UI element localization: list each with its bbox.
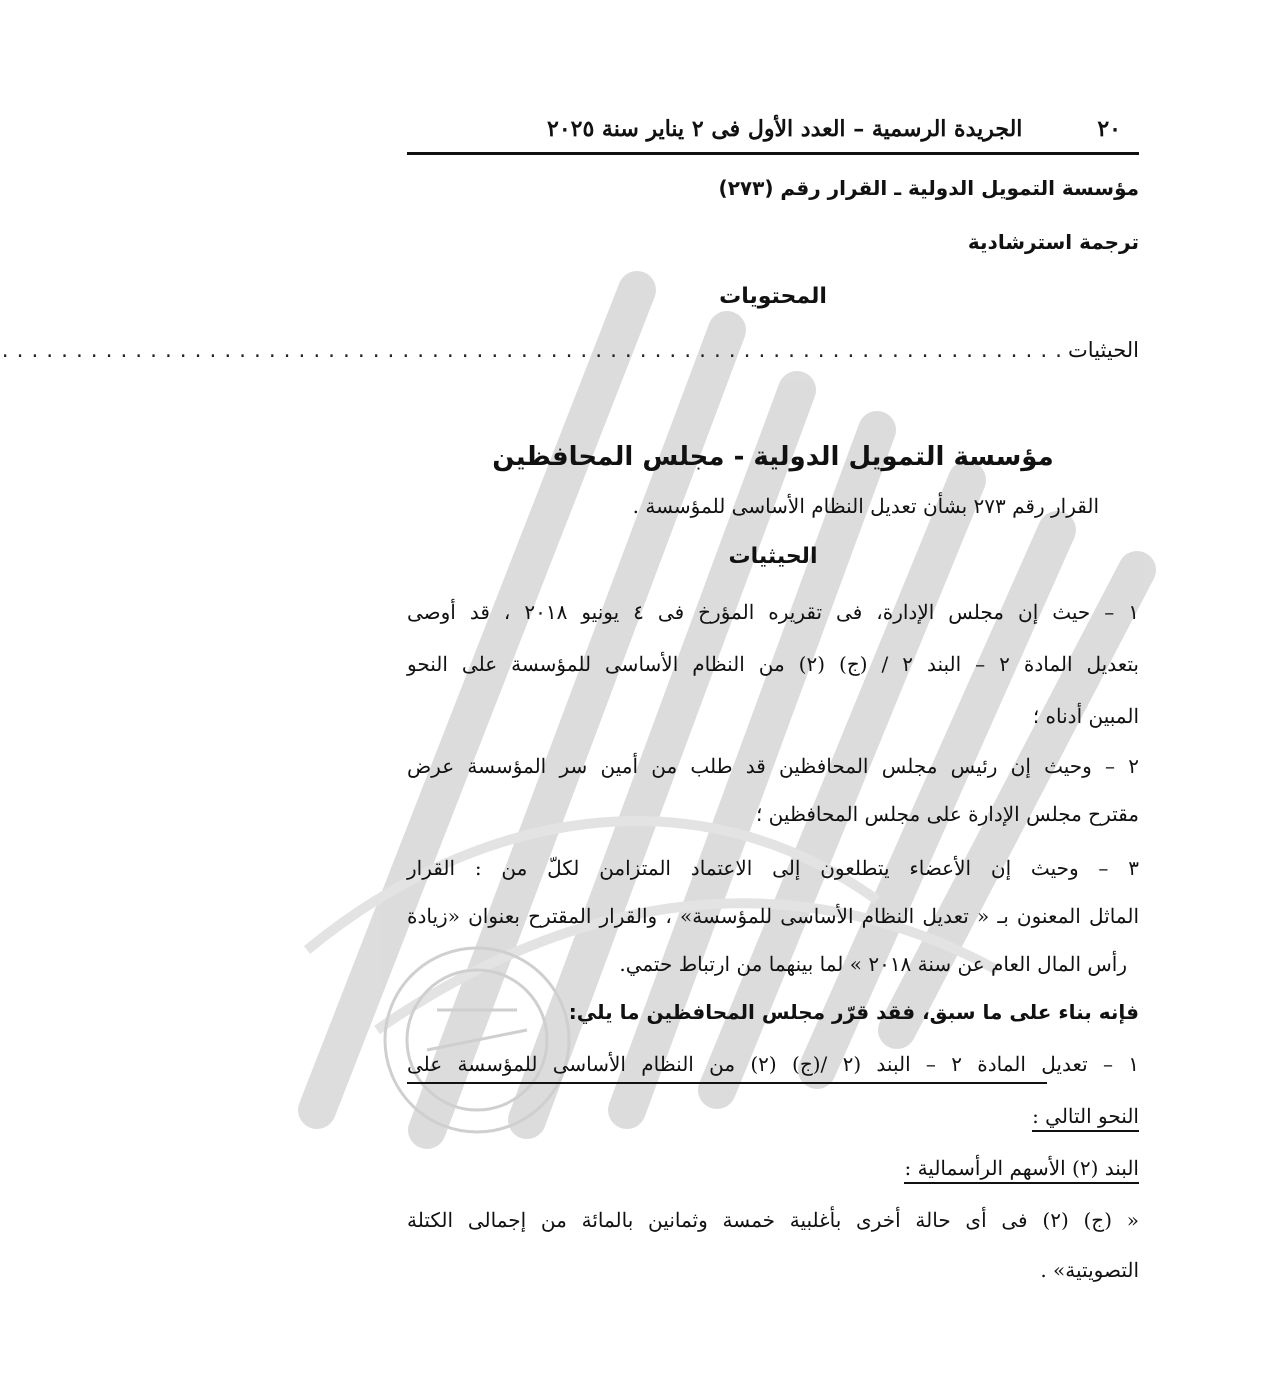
recital-2-line-1: ٢ – وحيث إن رئيس مجلس المحافظين قد طلب من أمين سر المؤسسة عرض bbox=[407, 754, 1139, 778]
article-1-line-2 bbox=[407, 1104, 1139, 1132]
gazette-title: الجريدة الرسمية – العدد الأول فى ٢ يناير سنة ٢٠٢٥ bbox=[547, 116, 1023, 142]
clause-text-line-1: « (ج) (٢) فى أى حالة أخرى بأغلبية خمسة وثمانين بالمائة من إجمالى الكتلة bbox=[407, 1208, 1139, 1232]
clause-text-line-2: التصويتية» . bbox=[1040, 1258, 1139, 1282]
recitals-title: الحيثيات bbox=[728, 544, 818, 569]
recital-3-line-3: رأس المال العام عن سنة ٢٠١٨ » لما بينهما من ارتباط حتمي. bbox=[619, 952, 1127, 976]
article-1-line-2-text: النحو التالي : bbox=[1032, 1104, 1139, 1132]
clause-title-row bbox=[407, 1156, 1139, 1184]
board-title: مؤسسة التمويل الدولية - مجلس المحافظين bbox=[492, 442, 1054, 472]
recital-3-line-1: ٣ – وحيث إن الأعضاء يتطلعون إلى الاعتماد المتزامن لكلّ من : القرار bbox=[407, 856, 1139, 880]
page-number: ٢٠ bbox=[1097, 116, 1121, 142]
recital-1-line-1: ١ – حيث إن مجلس الإدارة، فى تقريره المؤرخ فى ٤ يونيو ٢٠١٨ ، قد أوصى bbox=[407, 600, 1140, 624]
toc-item-label: الحيثيات bbox=[1068, 338, 1139, 362]
toc-leader-dots: ........................................................................ bbox=[0, 341, 1069, 362]
resolution-subject: القرار رقم ٢٧٣ بشأن تعديل النظام الأساسى للمؤسسة . bbox=[632, 494, 1099, 518]
recital-1-line-2: بتعديل المادة ٢ – البند ٢ / (ج) (٢) من النظام الأساسى للمؤسسة على النحو bbox=[407, 652, 1139, 676]
clause-title: البند (٢) الأسهم الرأسمالية : bbox=[904, 1156, 1139, 1184]
article-underline bbox=[407, 1082, 1047, 1084]
recital-2-line-2: مقترح مجلس الإدارة على مجلس المحافظين ؛ bbox=[755, 802, 1139, 826]
page-header bbox=[407, 112, 1139, 155]
recital-1-line-3: المبين أدناه ؛ bbox=[1032, 704, 1139, 728]
contents-title: المحتويات bbox=[719, 284, 827, 309]
toc-entry bbox=[0, 338, 1139, 362]
recital-3-line-2: الماثل المعنون بـ « تعديل النظام الأساسى للمؤسسة» ، والقرار المقترح بعنوان «زيادة bbox=[407, 904, 1139, 928]
document-heading: مؤسسة التمويل الدولية ـ القرار رقم (٢٧٣) bbox=[718, 176, 1139, 200]
decision-intro: فإنه بناء على ما سبق، فقد قرّر مجلس المحافظين ما يلي: bbox=[568, 1000, 1139, 1024]
article-1-line-1: ١ – تعديل المادة ٢ – البند (٢ /(ج) (٢) من النظام الأساسى للمؤسسة على bbox=[407, 1052, 1140, 1076]
translation-note: ترجمة استرشادية bbox=[967, 230, 1139, 254]
